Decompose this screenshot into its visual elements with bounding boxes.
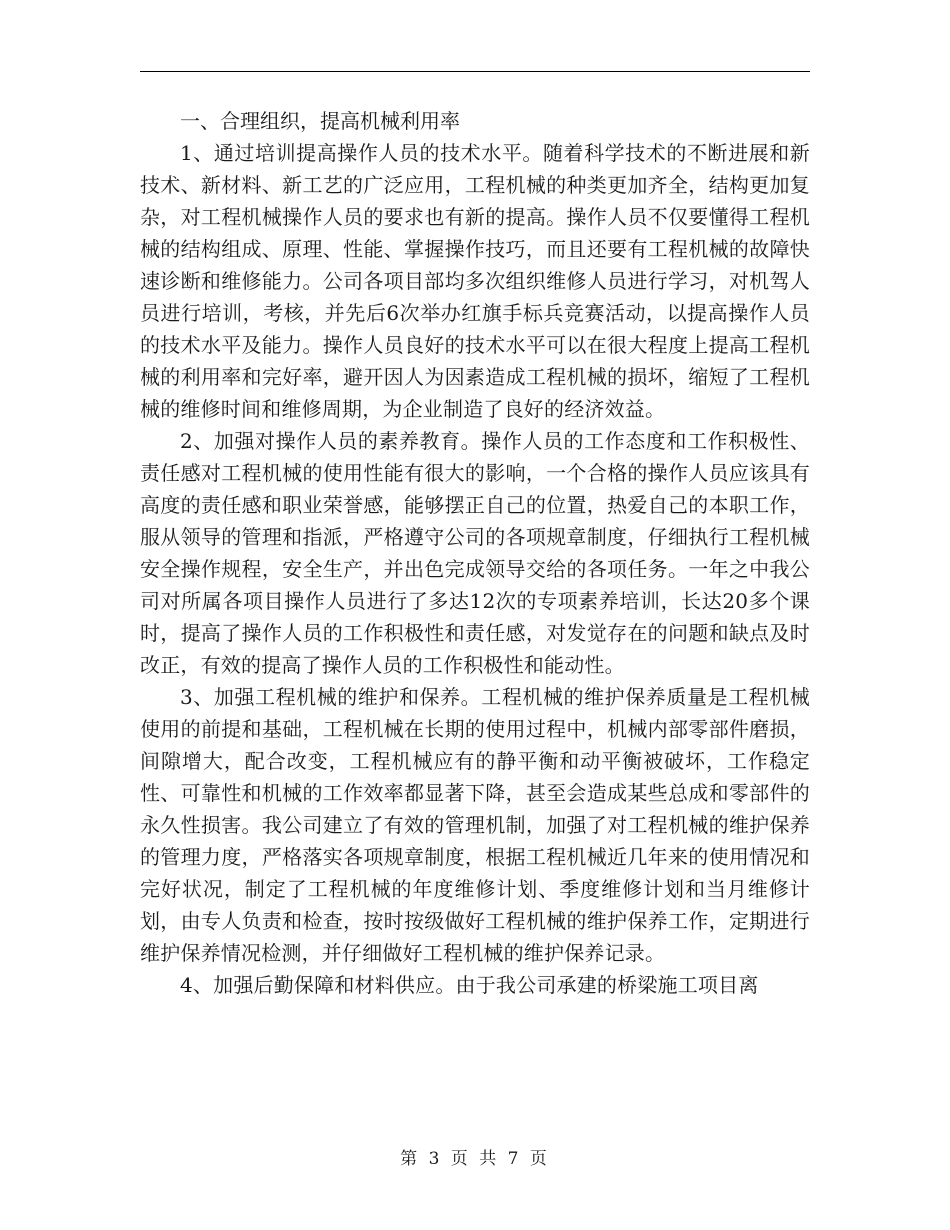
- section-heading: 一、合理组织，提高机械利用率: [180, 109, 460, 133]
- paragraph-4: 4、加强后勤保障和材料供应。由于我公司承建的桥梁施工项目离: [180, 973, 759, 997]
- header-rule: [140, 71, 810, 72]
- paragraph-1: 1、通过培训提高操作人员的技术水平。随着科学技术的不断进展和新技术、新材料、新工艺的广泛应用，工程机械的种类更加齐全，结构更加复杂，对工程机械操作人员的要求也有新的提高。操作人员不仅要懂得工程机械的结构组成、原理、性能、掌握操作技巧，而且还要有工程机械的故障快速诊断和维修能力。公司各项目部均多次组织维修人员进行学习，对机驾人员进行培训，考核，并先后6次举办红旗手标兵竞赛活动，以提高操作人员的技术水平及能力。操作人员良好的技术水平可以在很大程度上提高工程机械的利用率和完好率，避开因人为因素造成工程机械的损坏，缩短了工程机械的维修时间和维修周期，为企业制造了良好的经济效益。: [140, 141, 810, 421]
- document-body: [140, 105, 810, 1001]
- page-number-footer: 第 3 页 共 7 页: [400, 1149, 550, 1169]
- paragraph-3: 3、加强工程机械的维护和保养。工程机械的维护保养质量是工程机械使用的前提和基础，工程机械在长期的使用过程中，机械内部零部件磨损，间隙增大，配合改变，工程机械应有的静平衡和动平衡被破坏，工作稳定性、可靠性和机械的工作效率都显著下降，甚至会造成某些总成和零部件的永久性损害。我公司建立了有效的管理机制，加强了对工程机械的维护保养的管理力度，严格落实各项规章制度，根据工程机械近几年来的使用情况和完好状况，制定了工程机械的年度维修计划、季度维修计划和当月维修计划，由专人负责和检查，按时按级做好工程机械的维护保养工作，定期进行维护保养情况检测，并仔细做好工程机械的维护保养记录。: [140, 685, 810, 965]
- paragraph-2: 2、加强对操作人员的素养教育。操作人员的工作态度和工作积极性、责任感对工程机械的使用性能有很大的影响，一个合格的操作人员应该具有高度的责任感和职业荣誉感，能够摆正自己的位置，热爱自己的本职工作，服从领导的管理和指派，严格遵守公司的各项规章制度，仔细执行工程机械安全操作规程，安全生产，并出色完成领导交给的各项任务。一年之中我公司对所属各项目操作人员进行了多达12次的专项素养培训，长达20多个课时，提高了操作人员的工作积极性和责任感，对发觉存在的问题和缺点及时改正，有效的提高了操作人员的工作积极性和能动性。: [140, 429, 810, 677]
